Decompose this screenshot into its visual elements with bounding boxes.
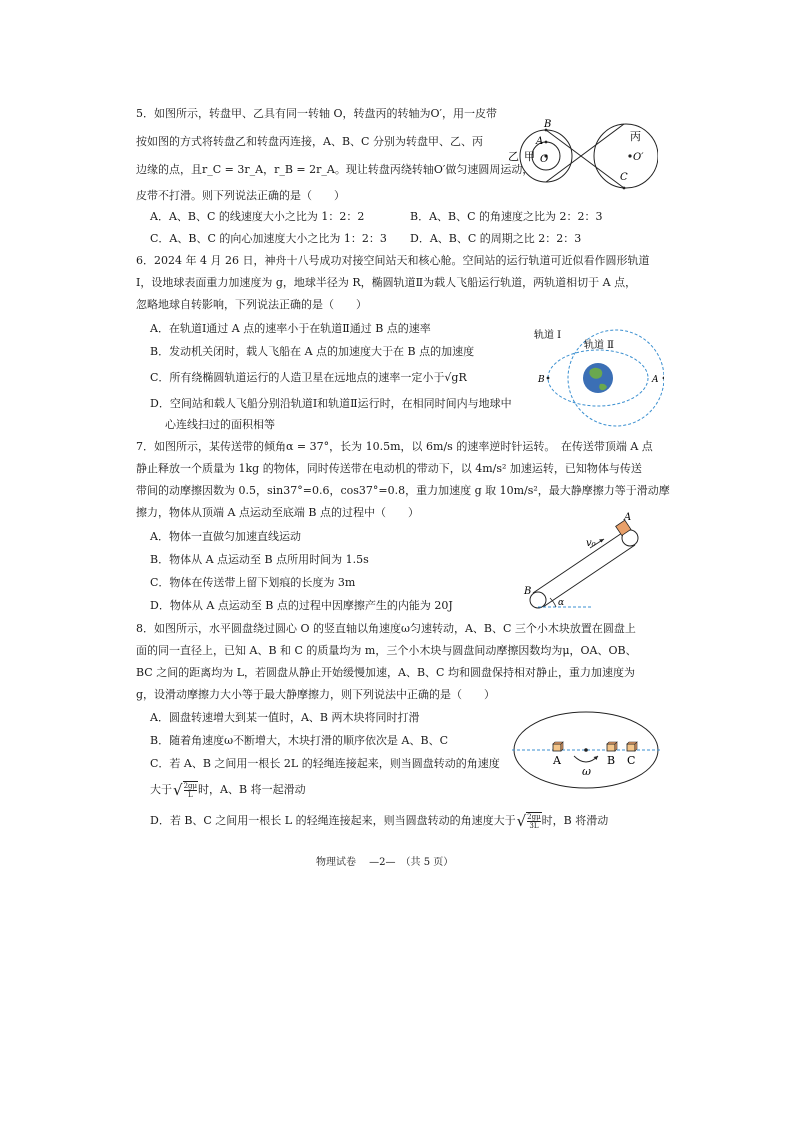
q6-option-d-line2: 心连线扫过的面积相等 — [165, 418, 275, 431]
q8-line4: g，设滑动摩擦力大小等于最大静摩擦力，则下列说法中正确的是（ ） — [136, 688, 496, 701]
q8-option-b: B．随着角速度ω不断增大，木块打滑的顺序依次是 A、B、C — [150, 734, 448, 747]
q7-fig-label-v: v₀ — [586, 538, 596, 549]
q7-option-d: D．物体从 A 点运动至 B 点的过程中因摩擦产生的内能为 20J — [150, 599, 453, 612]
q6-orbit-diagram — [532, 326, 664, 432]
q8-option-c-line1: C．若 A、B 之间用一根长 2L 的轻绳连接起来，则当圆盘转动的角速度 — [150, 757, 500, 770]
q7-fig-label-a: A — [624, 512, 632, 523]
q6-fig-orbit2-label: 轨道 Ⅱ — [584, 340, 614, 351]
q8-option-c-line2 — [150, 781, 306, 799]
q8-option-c-denominator: L — [187, 791, 193, 799]
q5-fig-label-b: B — [544, 119, 552, 130]
q8-fig-label-omega: ω — [582, 765, 591, 778]
q7-fig-label-alpha: α — [558, 598, 565, 608]
q8-option-d-prefix: D．若 B、C 之间用一根长 L 的轻绳连接起来，则当圆盘转动的角速度大于 — [150, 814, 516, 827]
q7-conveyor-diagram — [520, 508, 650, 612]
q6-option-d-line1: D．空间站和载人飞船分别沿轨道I和轨道Ⅱ运行时，在相同时间内与地球中 — [150, 397, 512, 410]
q8-option-c-prefix: 大于 — [150, 783, 172, 796]
q8-option-d-suffix: 时，B 将滑动 — [541, 814, 609, 827]
block-c-icon — [627, 742, 637, 751]
q5-fig-label-jia: 甲 — [524, 150, 535, 163]
block-a-icon — [553, 742, 563, 751]
q8-option-c-fraction — [183, 781, 198, 799]
q5-option-a: A．A、B、C 的线速度大小之比为 1：2：2 — [150, 210, 365, 223]
q6-line3: 忽略地球自转影响，下列说法正确的是（ ） — [136, 298, 367, 311]
q7-line2: 静止释放一个质量为 1kg 的物体，同时传送带在电动机的带动下，以 4m/s² 加速运转，已知物体与传送 — [136, 462, 642, 475]
q6-option-c: C．所有绕椭圆轨道运行的人造卫星在远地点的速率一定小于√gR — [150, 371, 467, 384]
q5-fig-label-o: O — [540, 154, 549, 165]
q6-option-a: A．在轨道I通过 A 点的速率小于在轨道Ⅱ通过 B 点的速率 — [150, 322, 431, 335]
q7-line1: 7．如图所示，某传送带的倾角α = 37°，长为 10.5m，以 6m/s 的速率逆时针运转。 在传送带顶端 A 点 — [136, 440, 653, 453]
q5-option-c: C．A、B、C 的向心加速度大小之比为 1：2：3 — [150, 232, 387, 245]
q7-line4: 擦力，物体从顶端 A 点运动至底端 B 点的过程中（ ） — [136, 506, 420, 519]
q5-line2: 按如图的方式将转盘乙和转盘丙连接，A、B、C 分别为转盘甲、乙、丙 — [136, 135, 483, 148]
q8-option-d-denominator: 3L — [529, 822, 539, 830]
q8-line2: 面的同一直径上，已知 A、B 和 C 的质量均为 m，三个小木块与圆盘间动摩擦因数均为μ，OA、OB、 — [136, 644, 637, 657]
q5-pulley-diagram — [506, 118, 658, 200]
sqrt-icon: √ — [173, 781, 183, 799]
q8-option-c-suffix: 时，A、B 将一起滑动 — [198, 783, 306, 796]
q6-line2: I，设地球表面重力加速度为 g，地球半径为 R，椭圆轨道Ⅱ为载人飞船运行轨道，两轨道相切于 A 点， — [136, 276, 637, 289]
q8-line3: BC 之间的距离均为 L，若圆盘从静止开始缓慢加速，A、B、C 均和圆盘保持相对静止，重力加速度为 — [136, 666, 635, 679]
q8-option-a: A．圆盘转速增大到某一值时，A、B 两木块将同时打滑 — [150, 711, 420, 724]
q8-fig-label-b: B — [607, 754, 616, 767]
q7-fig-label-b: B — [524, 586, 532, 597]
q5-option-d: D．A、B、C 的周期之比 2：2：3 — [410, 232, 582, 245]
q5-fig-label-yi: 乙 — [508, 150, 519, 163]
sqrt-icon: √ — [516, 812, 527, 830]
q5-line3: 边缘的点，且r_C = 3r_A，r_B = 2r_A。现让转盘丙绕转轴O′做匀速圆周运动， — [136, 163, 534, 176]
q7-option-c: C．物体在传送带上留下划痕的长度为 3m — [150, 576, 356, 589]
q5-fig-label-bing: 丙 — [630, 130, 641, 143]
q6-fig-label-a: A — [652, 375, 659, 385]
q5-fig-label-c: C — [620, 172, 628, 183]
q8-option-d — [150, 812, 608, 830]
q6-fig-orbit1-label: 轨道 I — [534, 330, 562, 341]
q7-line3: 带间的动摩擦因数为 0.5，sin37°=0.6，cos37°=0.8，重力加速度 g 取 10m/s²，最大静摩擦力等于滑动摩 — [136, 484, 670, 497]
q8-option-c-numerator: 2gμ — [183, 782, 198, 790]
q7-option-a: A．物体一直做匀加速直线运动 — [150, 530, 301, 543]
q5-line4: 皮带不打滑。则下列说法正确的是（ ） — [136, 189, 345, 202]
q8-fig-label-a: A — [553, 754, 561, 767]
q8-line1: 8．如图所示，水平圆盘绕过圆心 O 的竖直轴以角速度ω匀速转动，A、B、C 三个小木块放置在圆盘上 — [136, 622, 636, 635]
page-footer: 物理试卷 —2— （共 5 页） — [316, 857, 454, 868]
block-b-icon — [607, 742, 617, 751]
q6-option-b: B．发动机关闭时，载人飞船在 A 点的加速度大于在 B 点的加速度 — [150, 345, 475, 358]
q8-option-d-numerator: 2gμ — [527, 813, 541, 821]
q5-line1: 5．如图所示，转盘甲、乙具有同一转轴 O，转盘丙的转轴为O′，用一皮带 — [136, 107, 498, 120]
q8-option-d-fraction — [526, 812, 541, 830]
q6-line1: 6．2024 年 4 月 26 日，神舟十八号成功对接空间站天和核心舱。空间站的运行轨道可近似看作圆形轨道 — [136, 254, 650, 267]
q5-fig-label-o2: O′ — [633, 152, 644, 163]
q5-option-b: B．A、B、C 的角速度之比为 2：2：3 — [410, 210, 603, 223]
q5-fig-label-a: A — [536, 136, 544, 147]
q8-disc-diagram — [510, 708, 660, 794]
q8-fig-label-c: C — [627, 754, 636, 767]
q6-fig-label-b: B — [538, 375, 545, 385]
q7-option-b: B．物体从 A 点运动至 B 点所用时间为 1.5s — [150, 553, 369, 566]
